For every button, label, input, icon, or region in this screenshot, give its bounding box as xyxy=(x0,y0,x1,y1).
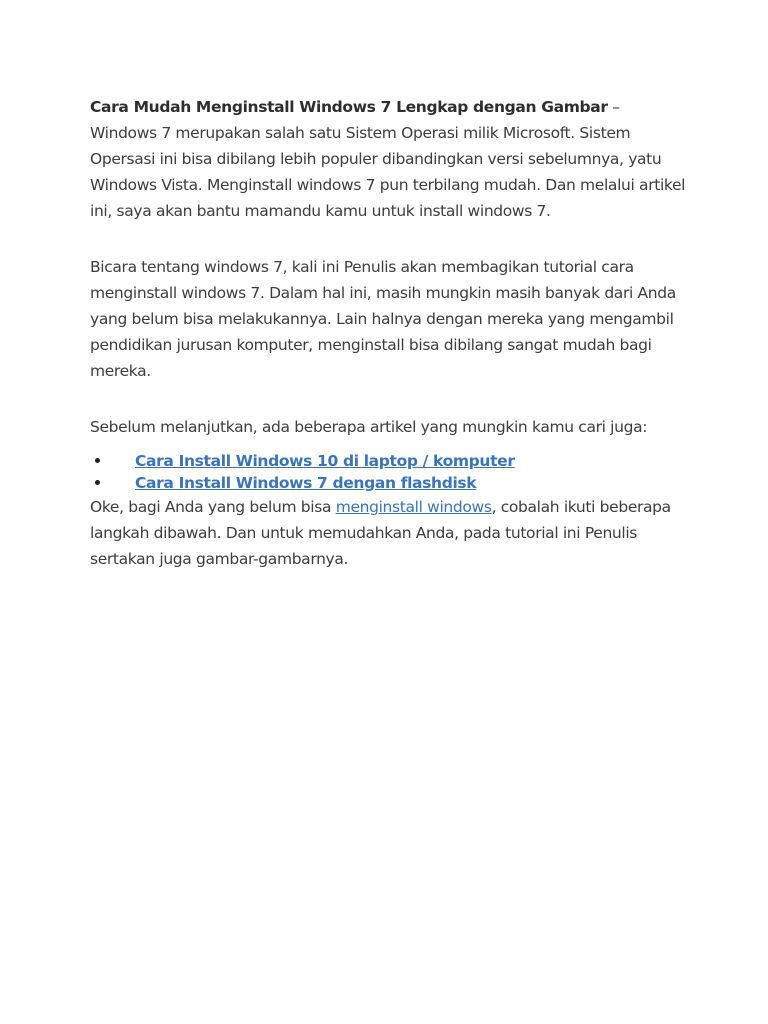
list-item xyxy=(90,450,690,472)
related-articles-list xyxy=(90,450,690,494)
intro-paragraph xyxy=(90,94,690,224)
paragraph-4-after: , cobalah ikuti beberapa langkah dibawah. Dan untuk memudahkan Anda, pada tutorial ini Penulis sertakan juga gambar-gambarnya. xyxy=(90,498,671,568)
related-link-windows-7-flashdisk[interactable]: Cara Install Windows 7 dengan flashdisk xyxy=(135,474,477,492)
article-title: Cara Mudah Menginstall Windows 7 Lengkap dengan Gambar xyxy=(90,98,608,116)
article-body xyxy=(90,94,690,572)
paragraph-4 xyxy=(90,494,690,572)
bullet-icon xyxy=(95,480,100,485)
paragraph-3: Sebelum melanjutkan, ada beberapa artikel yang mungkin kamu cari juga: xyxy=(90,418,648,436)
list-item xyxy=(90,472,690,494)
bullet-icon xyxy=(95,458,100,463)
related-link-windows-10[interactable]: Cara Install Windows 10 di laptop / komputer xyxy=(135,452,515,470)
menginstall-windows-link[interactable]: menginstall windows xyxy=(335,498,492,516)
intro-text: Windows 7 merupakan salah satu Sistem Operasi milik Microsoft. Sistem Opersasi ini bisa dibilang lebih populer dibandingkan versi sebelumnya, yatu Windows Vista. Menginstall windows 7 pun terbilang mudah. Dan melalui artikel ini, saya akan bantu mamandu kamu untuk install windows 7. xyxy=(90,124,686,220)
title-separator: – xyxy=(607,98,620,116)
paragraph-2: Bicara tentang windows 7, kali ini Penulis akan membagikan tutorial cara menginstall windows 7. Dalam hal ini, masih mungkin masih banyak dari Anda yang belum bisa melakukannya. Lain halnya dengan mereka yang mengambil pendidikan jurusan komputer, menginstall bisa dibilang sangat mudah bagi mereka. xyxy=(90,258,676,380)
paragraph-4-before: Oke, bagi Anda yang belum bisa xyxy=(90,498,336,516)
